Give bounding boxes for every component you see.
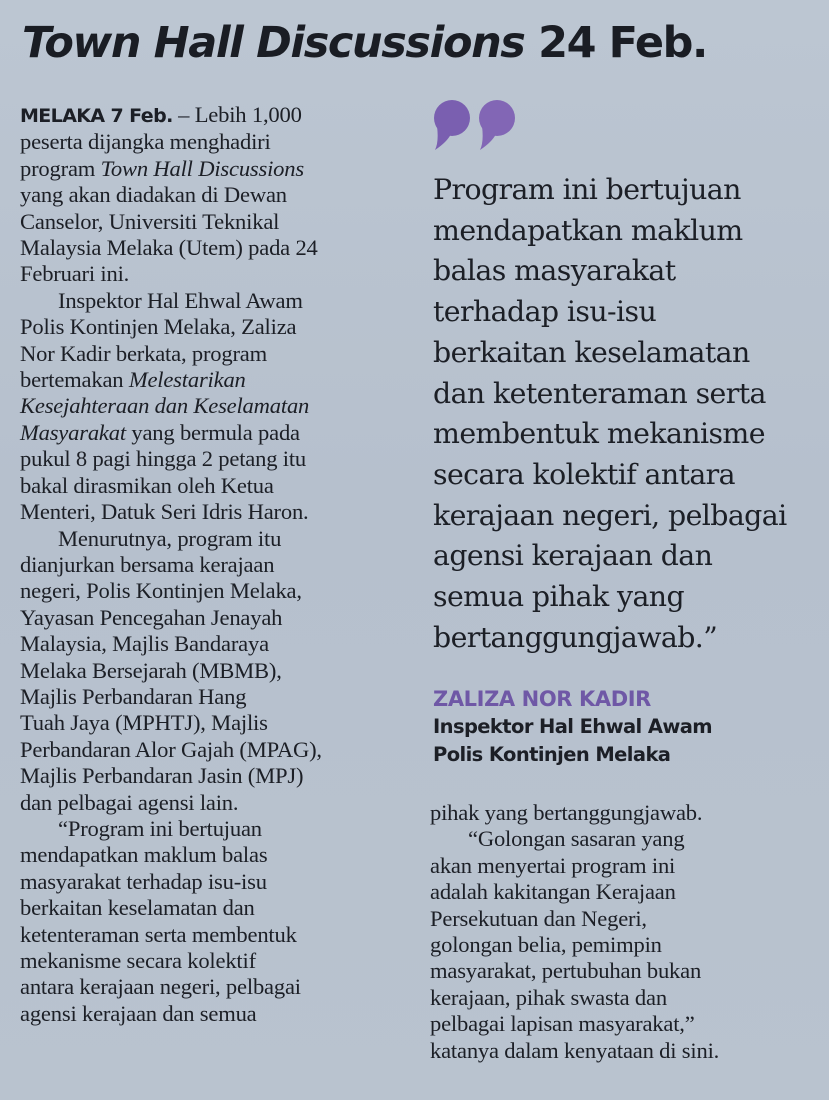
article-line: dianjurkan bersama kerajaan <box>20 551 275 577</box>
pull-quote-line: agensi kerajaan dan <box>433 539 713 573</box>
pull-quote-line: kerajaan negeri, pelbagai <box>433 498 787 532</box>
article-line: Nor Kadir berkata, program <box>20 340 267 366</box>
article-line: Menurutnya, program itu <box>58 525 282 551</box>
article-line: kerajaan, pihak swasta dan <box>430 984 667 1010</box>
headline <box>22 18 707 68</box>
headline-italic-part: Town Hall Discussions <box>22 18 525 68</box>
article-line: antara kerajaan negeri, pelbagai <box>20 974 301 1000</box>
pull-quote-line: semua pihak yang <box>433 580 685 614</box>
article-left-column <box>20 102 402 1027</box>
article-line: Majlis Perbandaran Jasin (MPJ) <box>20 763 304 789</box>
program-name: Town Hall Discussions <box>100 155 304 181</box>
pull-quote-line: bertanggungjawab.” <box>433 620 718 654</box>
attribution-role-line2: Polis Kontinjen Melaka <box>433 743 671 766</box>
article-line: akan menyertai program ini <box>430 852 676 878</box>
article-line: dan pelbagai agensi lain. <box>20 789 239 815</box>
article-line: peserta dijangka menghadiri <box>20 129 271 155</box>
dateline: MELAKA 7 Feb. <box>20 105 173 127</box>
article-line: Kesejahteraan dan Keselamatan <box>20 393 310 419</box>
pull-quote-line: mendapatkan maklum <box>433 213 743 247</box>
pull-quote-line: berkaitan keselamatan <box>433 335 750 369</box>
pull-quote-line: Program ini bertujuan <box>433 173 741 206</box>
article-line: Melaka Bersejarah (MBMB), <box>20 657 282 683</box>
article-line: Malaysia Melaka (Utem) pada 24 <box>20 235 318 261</box>
double-quote-icon <box>433 98 523 150</box>
article-line: Inspektor Hal Ehwal Awam <box>58 287 303 313</box>
article-line: mekanisme secara kolektif <box>20 948 256 973</box>
article-line: agensi kerajaan dan semua <box>20 1000 257 1026</box>
quote-attribution <box>433 685 712 769</box>
pull-quote-line: secara kolektif antara <box>433 457 735 491</box>
article-right-column <box>430 800 820 1064</box>
article-line: Februari ini. <box>20 261 130 287</box>
article-line: Polis Kontinjen Melaka, Zaliza <box>20 314 297 340</box>
article-line: negeri, Polis Kontinjen Melaka, <box>20 578 302 604</box>
article-line: Yayasan Pencegahan Jenayah <box>20 604 283 630</box>
article-line: Masyarakat yang bermula pada <box>20 419 300 445</box>
article-line: bertemakan Melestarikan <box>20 367 246 393</box>
article-line: yang akan diadakan di Dewan <box>20 182 287 208</box>
article-line: bakal dirasmikan oleh Ketua <box>20 472 274 498</box>
article-line: “Golongan sasaran yang <box>468 826 685 852</box>
headline-date: 24 Feb. <box>538 18 707 68</box>
attribution-name: ZALIZA NOR KADIR <box>433 687 651 711</box>
article-line: adalah kakitangan Kerajaan <box>430 879 676 905</box>
article-line: ketenteraman serta membentuk <box>20 921 297 947</box>
article-line: program Town Hall Discussions <box>20 155 304 181</box>
article-line: Perbandaran Alor Gajah (MPAG), <box>20 736 322 762</box>
pull-quote-line: membentuk mekanisme <box>433 417 765 451</box>
article-line: katanya dalam kenyataan di sini. <box>430 1037 720 1063</box>
pull-quote-line: terhadap isu-isu <box>433 295 657 329</box>
article-line: pelbagai lapisan masyarakat,” <box>430 1011 695 1037</box>
pull-quote <box>433 170 813 658</box>
article-line: Persekutuan dan Negeri, <box>430 905 647 931</box>
pull-quote-line: dan ketenteraman serta <box>433 376 766 410</box>
article-line: masyarakat, pertubuhan bukan <box>430 958 702 984</box>
article-line: Menteri, Datuk Seri Idris Haron. <box>20 499 309 525</box>
article-line: Tuah Jaya (MPHTJ), Majlis <box>20 710 268 736</box>
article-line: masyarakat terhadap isu-isu <box>20 868 267 894</box>
article-line: mendapatkan maklum balas <box>20 842 268 868</box>
pull-quote-line: balas masyarakat <box>433 254 676 288</box>
article-line: pukul 8 pagi hingga 2 petang itu <box>20 446 307 472</box>
article-line: golongan belia, pemimpin <box>430 932 662 958</box>
article-line: Canselor, Universiti Teknikal <box>20 208 280 234</box>
article-line: MELAKA 7 Feb. – Lebih 1,000 <box>20 102 302 127</box>
article-line: “Program ini bertujuan <box>58 815 262 841</box>
attribution-role-line1: Inspektor Hal Ehwal Awam <box>433 715 713 738</box>
article-line: berkaitan keselamatan dan <box>20 895 255 921</box>
article-line: Majlis Perbandaran Hang <box>20 683 247 709</box>
article-line: pihak yang bertanggungjawab. <box>430 800 703 825</box>
article-line: Malaysia, Majlis Bandaraya <box>20 631 269 657</box>
